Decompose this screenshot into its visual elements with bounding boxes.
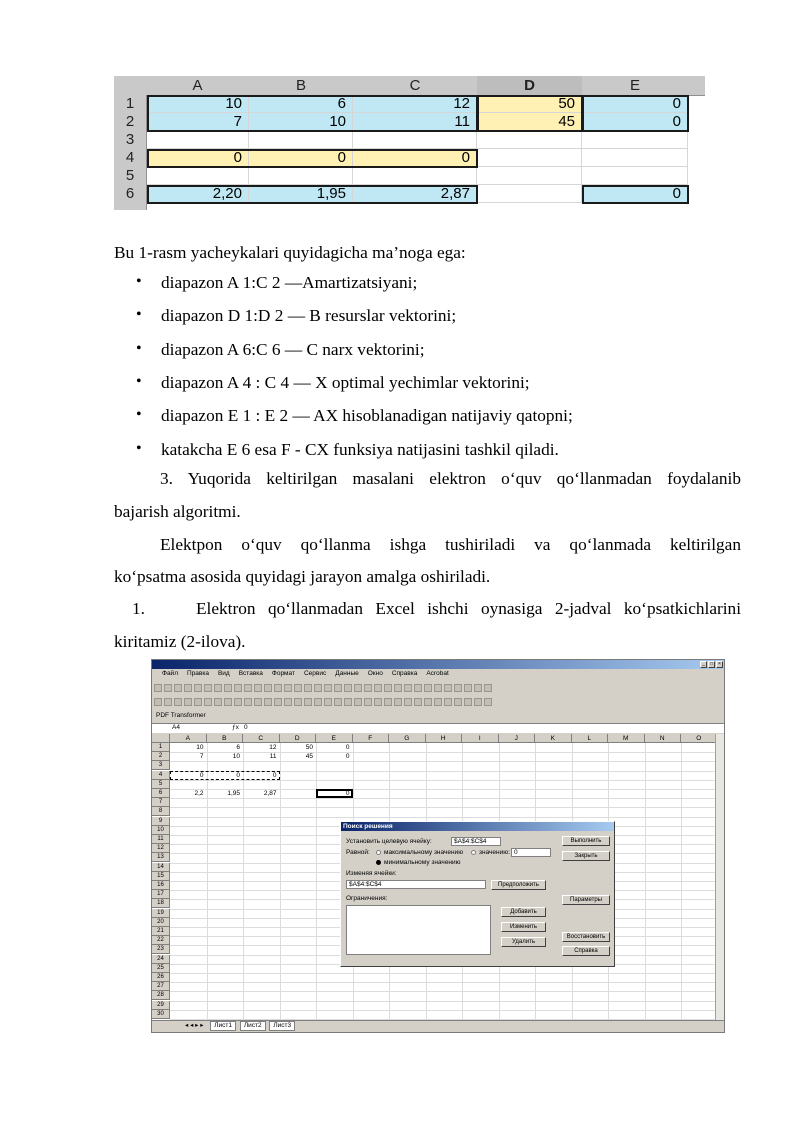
list-number: 1. xyxy=(132,599,145,618)
toolbar-icon[interactable] xyxy=(164,698,172,706)
excel-titlebar xyxy=(152,660,724,669)
active-cell[interactable] xyxy=(316,789,353,798)
toolbar-icon[interactable] xyxy=(194,698,202,706)
toolbar-icon[interactable] xyxy=(174,684,182,692)
bullet-dot: • xyxy=(136,340,142,357)
menu-edit[interactable]: Правка xyxy=(186,670,209,677)
toolbar-icon[interactable] xyxy=(374,684,382,692)
row-header[interactable]: 17 xyxy=(152,890,170,899)
cell-a6: 2,20 xyxy=(147,185,249,203)
toolbar-icon[interactable] xyxy=(464,698,472,706)
toolbar-icon[interactable] xyxy=(394,684,402,692)
bullet-dot: • xyxy=(136,306,142,323)
toolbar-icon[interactable] xyxy=(374,698,382,706)
target-cell-label: Установить целевую ячейку: xyxy=(346,838,432,845)
grid-line xyxy=(170,761,715,762)
column-header[interactable]: J xyxy=(499,734,536,743)
bullet-item: diapazon A 6:C 6 — C narx vektorini; xyxy=(161,340,425,359)
toolbar-icon[interactable] xyxy=(154,698,162,706)
constraints-list[interactable] xyxy=(346,905,491,955)
row-header[interactable]: 7 xyxy=(152,798,170,807)
toolbar-icon[interactable] xyxy=(184,698,192,706)
toolbar-icon[interactable] xyxy=(184,684,192,692)
toolbar-icon[interactable] xyxy=(474,698,482,706)
toolbar-icon[interactable] xyxy=(434,698,442,706)
cell-e6: 0 xyxy=(582,185,688,203)
grid-corner[interactable] xyxy=(152,734,170,743)
row-header-2: 2 xyxy=(114,113,147,132)
row-header-4: 4 xyxy=(114,149,147,168)
formula-bar xyxy=(152,723,724,733)
min-label: минимальному значению xyxy=(384,859,461,866)
cell-b4: 0 xyxy=(249,149,353,167)
cell-d2: 45 xyxy=(477,113,582,131)
grid-line xyxy=(170,817,715,818)
grid-cell[interactable]: 12 xyxy=(269,744,277,751)
toolbar-icon[interactable] xyxy=(414,698,422,706)
row-header[interactable]: 9 xyxy=(152,817,170,826)
list-item-1-line1: Elektron qo‘llanmadan Excel ishchi oynasiga 2-jadval ko‘psatkichlarini xyxy=(196,599,741,618)
help-button[interactable]: Справка xyxy=(562,946,610,956)
toolbar-icon[interactable] xyxy=(204,698,212,706)
guess-button[interactable]: Предположить xyxy=(491,880,546,890)
column-header[interactable]: I xyxy=(462,734,499,743)
toolbar-icon[interactable] xyxy=(314,684,322,692)
toolbar-icon[interactable] xyxy=(164,684,172,692)
toolbar-icon[interactable] xyxy=(354,698,362,706)
col-header-d: D xyxy=(477,76,583,96)
toolbar-icon[interactable] xyxy=(344,698,352,706)
grid-cell[interactable]: 11 xyxy=(269,753,277,761)
toolbar-icon[interactable] xyxy=(454,684,462,692)
change-button[interactable]: Изменить xyxy=(501,922,546,932)
row-header-6: 6 xyxy=(114,185,147,204)
paragraph-4-line2: ko‘psatma asosida quyidagi jarayon amalga oshiriladi. xyxy=(114,567,491,586)
sheet-tab-3[interactable]: Лист3 xyxy=(269,1021,295,1031)
toolbar-icon[interactable] xyxy=(154,684,162,692)
equal-label: Равной: xyxy=(346,849,370,856)
grid-cell[interactable]: 0 xyxy=(236,771,240,779)
grid-line xyxy=(170,982,715,983)
row-header[interactable]: 28 xyxy=(152,991,170,1000)
bullet-item: diapazon A 1:C 2 —Amartizatsiyani; xyxy=(161,273,418,292)
paragraph-3-line2: bajarish algoritmi. xyxy=(114,502,241,521)
cell-c1: 12 xyxy=(353,95,477,113)
maximize-icon[interactable]: □ xyxy=(709,661,714,667)
formula-input[interactable]: 0 xyxy=(244,724,248,731)
column-header[interactable]: K xyxy=(535,734,572,743)
changing-cells-input[interactable]: $A$4:$C$4 xyxy=(346,880,486,889)
toolbar-icon[interactable] xyxy=(204,684,212,692)
row-header[interactable]: 2 xyxy=(152,752,170,761)
paragraph-3-line1: 3. Yuqorida keltirilgan masalani elektron o‘quv qo‘llanmadan foydalanib xyxy=(160,469,741,488)
toolbar-icon[interactable] xyxy=(264,684,272,692)
toolbar-icon[interactable] xyxy=(224,698,232,706)
grid-line xyxy=(170,780,715,781)
toolbar-icon[interactable] xyxy=(274,698,282,706)
grid-cell[interactable]: 1,95 xyxy=(227,790,240,797)
constraints-label: Ограничения: xyxy=(346,895,388,902)
grid-cell[interactable]: 2,87 xyxy=(263,790,277,797)
toolbar-icon[interactable] xyxy=(254,684,262,692)
pdf-transformer-toolbar[interactable]: PDF Transformer xyxy=(156,712,206,719)
col-header-b: B xyxy=(249,76,354,96)
toolbar-icon[interactable] xyxy=(474,684,482,692)
column-header[interactable]: N xyxy=(645,734,682,743)
cell-a1: 10 xyxy=(147,95,249,113)
cell-c4: 0 xyxy=(353,149,477,167)
cell-b2: 10 xyxy=(249,113,353,131)
toolbar-icon[interactable] xyxy=(274,684,282,692)
toolbar-icon[interactable] xyxy=(424,684,432,692)
menu-format[interactable]: Формат xyxy=(271,670,295,677)
row-header-5: 5 xyxy=(114,167,147,186)
row-header[interactable]: 15 xyxy=(152,872,170,881)
row-header[interactable]: 13 xyxy=(152,853,170,862)
grid-line xyxy=(170,1010,715,1011)
grid-cell[interactable]: 0 xyxy=(345,790,350,797)
toolbar-icon[interactable] xyxy=(344,684,352,692)
row-header[interactable]: 29 xyxy=(152,1001,170,1010)
grid-cell[interactable]: 7 xyxy=(199,753,204,761)
excel-menubar xyxy=(152,670,724,680)
menu-insert[interactable]: Вставка xyxy=(238,670,263,677)
execute-button[interactable]: Выполнить xyxy=(562,836,610,846)
bullet-dot: • xyxy=(136,440,142,457)
toolbar-icon[interactable] xyxy=(404,684,412,692)
toolbar-icon[interactable] xyxy=(384,698,392,706)
row-header[interactable]: 21 xyxy=(152,927,170,936)
cell-e1: 0 xyxy=(582,95,688,113)
toolbar-icon[interactable] xyxy=(334,698,342,706)
toolbar-icon[interactable] xyxy=(434,684,442,692)
row-header[interactable]: 12 xyxy=(152,844,170,853)
column-header[interactable]: A xyxy=(170,734,207,743)
sheet-tabs xyxy=(152,1020,724,1033)
row-header[interactable]: 19 xyxy=(152,909,170,918)
toolbar-icon[interactable] xyxy=(254,698,262,706)
toolbar-icon[interactable] xyxy=(264,698,272,706)
grid-cell[interactable]: 50 xyxy=(305,744,313,751)
menu-tools[interactable]: Сервис xyxy=(303,670,327,677)
grid-cell[interactable]: 2,2 xyxy=(194,790,204,797)
cell-a4: 0 xyxy=(147,149,249,167)
row-header[interactable]: 30 xyxy=(152,1010,170,1019)
menu-view[interactable]: Вид xyxy=(217,670,230,677)
toolbar-icon[interactable] xyxy=(324,698,332,706)
minimize-icon[interactable]: _ xyxy=(700,661,707,668)
column-header[interactable]: O xyxy=(681,734,715,743)
toolbar-icon[interactable] xyxy=(444,698,452,706)
cell-e2: 0 xyxy=(582,113,688,131)
menu-acrobat[interactable]: Acrobat xyxy=(426,670,449,677)
col-header-a: A xyxy=(146,76,250,96)
grid-line xyxy=(170,1001,715,1002)
bullet-item: diapazon E 1 : E 2 — AX hisoblanadigan natijaviy qatopni; xyxy=(161,406,573,425)
grid-cell[interactable]: 6 xyxy=(236,744,240,751)
row-header[interactable]: 1 xyxy=(152,743,170,752)
row-header[interactable]: 5 xyxy=(152,780,170,789)
row-header[interactable]: 26 xyxy=(152,973,170,982)
grid-line xyxy=(170,991,715,992)
sheet-tab-2[interactable]: Лист2 xyxy=(240,1021,266,1031)
toolbar-icon[interactable] xyxy=(314,698,322,706)
grid-cell[interactable]: 0 xyxy=(345,744,350,751)
column-header[interactable]: F xyxy=(353,734,390,743)
toolbar-icon[interactable] xyxy=(214,684,222,692)
spreadsheet-figure xyxy=(114,76,705,210)
list-item-1-line2: kiritamiz (2-ilova). xyxy=(114,632,246,651)
toolbar-icon[interactable] xyxy=(384,684,392,692)
row-header[interactable]: 16 xyxy=(152,881,170,890)
name-box[interactable]: A4 xyxy=(172,724,180,731)
grid-line xyxy=(170,807,715,808)
row-header[interactable]: 4 xyxy=(152,771,170,780)
toolbar-icon[interactable] xyxy=(214,698,222,706)
row-header[interactable]: 11 xyxy=(152,835,170,844)
row-header[interactable]: 20 xyxy=(152,918,170,927)
toolbar-icon[interactable] xyxy=(294,698,302,706)
row-header[interactable]: 27 xyxy=(152,982,170,991)
menu-file[interactable]: Файл xyxy=(162,670,178,677)
row-header[interactable]: 14 xyxy=(152,863,170,872)
row-header[interactable]: 23 xyxy=(152,945,170,954)
grid-cell[interactable]: 10 xyxy=(196,744,204,751)
grid-cell[interactable]: 0 xyxy=(345,753,350,761)
toolbar-icon[interactable] xyxy=(234,684,242,692)
formatting-toolbar xyxy=(154,696,514,708)
column-header[interactable]: D xyxy=(280,734,317,743)
toolbar-icon[interactable] xyxy=(324,684,332,692)
toolbar-icon[interactable] xyxy=(334,684,342,692)
bullet-dot: • xyxy=(136,406,142,423)
close-icon[interactable]: × xyxy=(716,661,723,668)
cell-c6: 2,87 xyxy=(353,185,477,203)
toolbar-icon[interactable] xyxy=(484,684,492,692)
sheet-tab-1[interactable]: Лист1 xyxy=(210,1021,236,1031)
excel-screenshot xyxy=(151,659,725,1033)
grid-line xyxy=(170,798,715,799)
delete-button[interactable]: Удалить xyxy=(501,937,546,947)
col-header-c: C xyxy=(353,76,478,96)
column-header[interactable]: H xyxy=(426,734,463,743)
value-label: значению: xyxy=(479,849,510,856)
value-input[interactable]: 0 xyxy=(511,848,551,857)
add-button[interactable]: Добавить xyxy=(501,907,546,917)
toolbar-icon[interactable] xyxy=(444,684,452,692)
toolbar-icon[interactable] xyxy=(294,684,302,692)
row-header[interactable]: 24 xyxy=(152,955,170,964)
column-header[interactable]: G xyxy=(389,734,426,743)
row-header[interactable]: 8 xyxy=(152,807,170,816)
cell-c2: 11 xyxy=(353,113,477,131)
toolbar-icon[interactable] xyxy=(484,698,492,706)
column-header[interactable]: L xyxy=(572,734,609,743)
radio-min[interactable] xyxy=(376,860,381,865)
toolbar-icon[interactable] xyxy=(404,698,412,706)
grid-cell[interactable]: 45 xyxy=(305,753,313,761)
options-button[interactable]: Параметры xyxy=(562,895,610,905)
toolbar-icon[interactable] xyxy=(244,684,252,692)
bullet-item: diapazon A 4 : C 4 — X optimal yechimlar vektorini; xyxy=(161,373,530,392)
radio-value[interactable] xyxy=(471,850,476,855)
cell-b1: 6 xyxy=(249,95,353,113)
changing-cells-label: Изменяя ячейки: xyxy=(346,870,397,877)
target-cell-input[interactable]: $A$4:$C$4 xyxy=(451,837,501,846)
row-header[interactable]: 10 xyxy=(152,826,170,835)
row-header[interactable]: 3 xyxy=(152,761,170,770)
grid-line xyxy=(170,973,715,974)
menu-help[interactable]: Справка xyxy=(391,670,418,677)
row-header[interactable]: 22 xyxy=(152,936,170,945)
intro-text: Bu 1-rasm yacheykalari quyidagicha ma’noga ega: xyxy=(114,243,466,262)
corner-header xyxy=(114,76,147,96)
row-header[interactable]: 6 xyxy=(152,789,170,798)
toolbar-icon[interactable] xyxy=(364,698,372,706)
reset-button[interactable]: Восстановить xyxy=(562,932,610,942)
toolbar-icon[interactable] xyxy=(414,684,422,692)
paragraph-4-line1: Elektpon o‘quv qo‘llanma ishga tushiriladi va qo‘lanmada keltirilgan xyxy=(160,535,741,554)
grid-cell[interactable]: 0 xyxy=(272,771,277,779)
toolbar-icon[interactable] xyxy=(464,684,472,692)
toolbar-icon[interactable] xyxy=(304,698,312,706)
toolbar-icon[interactable] xyxy=(424,698,432,706)
col-header-e: E xyxy=(582,76,689,96)
tab-nav-arrows[interactable]: ◂ ◂ ▸ ▸ xyxy=(185,1022,204,1029)
toolbar-icon[interactable] xyxy=(364,684,372,692)
bullet-item: diapazon D 1:D 2 — B resurslar vektorini; xyxy=(161,306,457,325)
toolbar-icon[interactable] xyxy=(284,698,292,706)
cell-a2: 7 xyxy=(147,113,249,131)
row-header[interactable]: 25 xyxy=(152,964,170,973)
toolbar-icon[interactable] xyxy=(354,684,362,692)
grid-cell[interactable]: 0 xyxy=(199,771,204,779)
standard-toolbar xyxy=(154,682,514,694)
toolbar-icon[interactable] xyxy=(244,698,252,706)
row-header[interactable]: 18 xyxy=(152,899,170,908)
menu-data[interactable]: Данные xyxy=(335,670,359,677)
cell-d1: 50 xyxy=(477,95,582,113)
column-header[interactable]: C xyxy=(243,734,280,743)
close-button[interactable]: Закрыть xyxy=(562,851,610,861)
column-header[interactable]: M xyxy=(608,734,645,743)
max-label: максимальному значению xyxy=(384,849,464,856)
column-header[interactable]: B xyxy=(207,734,244,743)
vertical-scrollbar[interactable] xyxy=(715,734,725,1022)
toolbar-icon[interactable] xyxy=(194,684,202,692)
row-header-1: 1 xyxy=(114,95,147,114)
cell-b6: 1,95 xyxy=(249,185,353,203)
toolbar-icon[interactable] xyxy=(224,684,232,692)
bullet-dot: • xyxy=(136,373,142,390)
toolbar-icon[interactable] xyxy=(234,698,242,706)
column-header[interactable]: E xyxy=(316,734,353,743)
toolbar-icon[interactable] xyxy=(304,684,312,692)
dialog-title: Поиск решения xyxy=(341,822,614,831)
toolbar-icon[interactable] xyxy=(284,684,292,692)
radio-max[interactable] xyxy=(376,850,381,855)
toolbar-icon[interactable] xyxy=(174,698,182,706)
grid-cell[interactable]: 10 xyxy=(232,753,240,761)
menu-window[interactable]: Окно xyxy=(367,670,383,677)
solver-dialog xyxy=(340,821,615,967)
selection-range xyxy=(170,771,280,780)
row-header-3: 3 xyxy=(114,131,147,150)
bullet-item: katakcha E 6 esa F - CX funksiya natijasini tashkil qiladi. xyxy=(161,440,559,459)
toolbar-icon[interactable] xyxy=(394,698,402,706)
toolbar-icon[interactable] xyxy=(454,698,462,706)
fx-icon: ƒx xyxy=(232,724,239,731)
bullet-dot: • xyxy=(136,273,142,290)
